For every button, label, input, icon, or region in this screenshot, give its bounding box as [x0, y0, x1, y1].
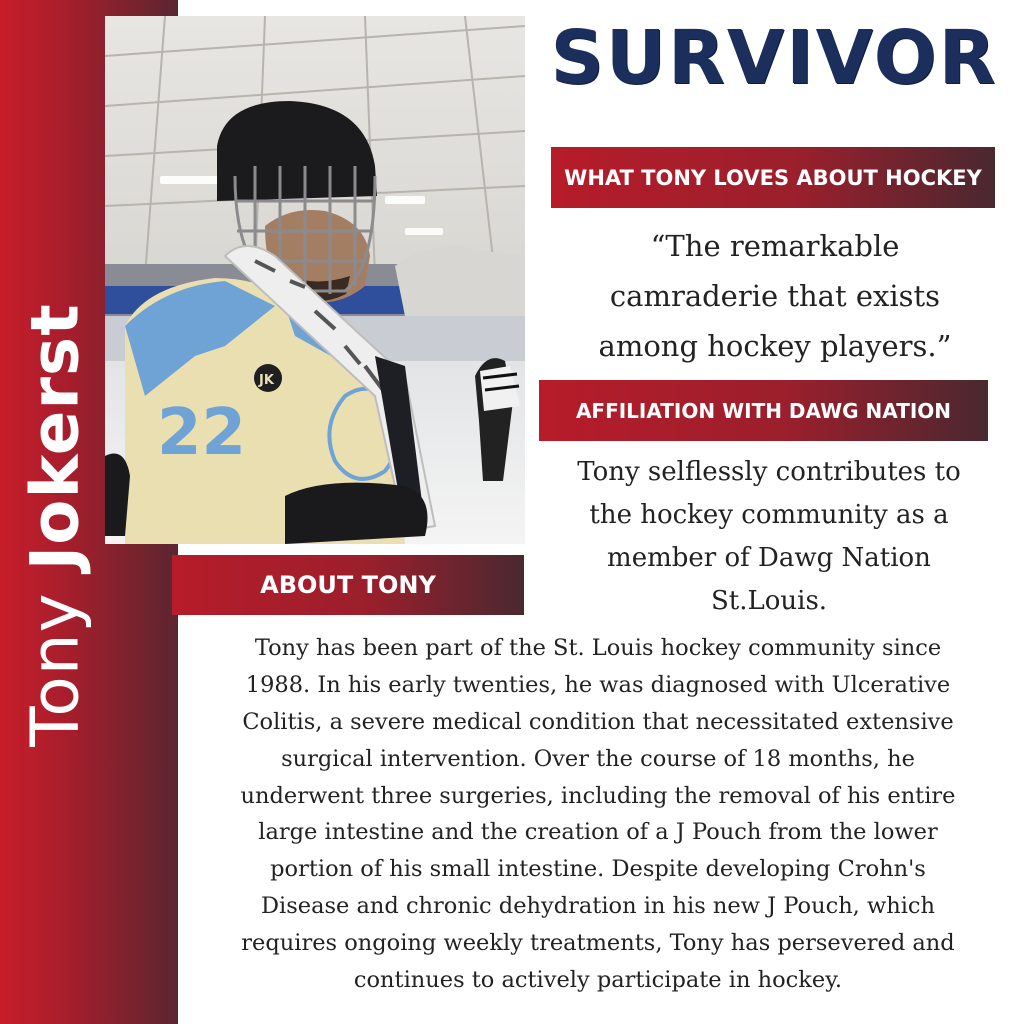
player-photo — [105, 16, 525, 544]
loves-heading: WHAT TONY LOVES ABOUT HOCKEY — [564, 165, 982, 190]
about-line: Disease and chronic dehydration in his new J Pouch, which — [260, 893, 936, 920]
about-line: surgical intervention. Over the course of 18 months, he — [281, 745, 915, 772]
affiliation-line: the hockey community as a — [589, 499, 949, 530]
player-first-name: Tony — [16, 592, 94, 747]
affiliation-line: member of Dawg Nation — [607, 542, 931, 573]
about-line: Tony has been part of the St. Louis hockey community since — [254, 635, 942, 661]
about-line: large intestine and the creation of a J Pouch from the lower — [258, 819, 938, 846]
affiliation-heading: AFFILIATION WITH DAWG NATION — [575, 398, 952, 423]
quote-line: camraderie that exists — [609, 278, 941, 313]
svg-text:JK: JK — [259, 373, 274, 388]
about-line: continues to actively participate in hockey. — [353, 967, 843, 994]
loves-heading-banner — [551, 147, 995, 208]
page-title: SURVIVOR — [550, 15, 998, 101]
affiliation-line: Tony selflessly contributes to — [577, 457, 961, 487]
affiliation-heading-banner — [539, 380, 988, 441]
quote-line: “The remarkable — [650, 229, 900, 263]
about-line: requires ongoing weekly treatments, Tony has persevered and — [241, 930, 955, 957]
about-heading-banner — [172, 555, 524, 615]
affiliation-text — [540, 451, 998, 623]
about-heading: ABOUT TONY — [260, 571, 436, 599]
quote-line: among hockey players.” — [598, 328, 952, 363]
player-last-name: Jokerst — [16, 303, 94, 571]
about-line: portion of his small intestine. Despite developing Crohn's — [270, 856, 926, 883]
loves-quote — [540, 222, 1010, 372]
about-line: underwent three surgeries, including the removal of his entire — [240, 782, 956, 809]
about-line: 1988. In his early twenties, he was diagnosed with Ulcerative — [245, 671, 951, 698]
affiliation-line: St.Louis. — [710, 585, 828, 616]
svg-text:22: 22 — [157, 396, 247, 470]
about-line: Colitis, a severe medical condition that necessitated extensive — [242, 708, 954, 735]
player-name-vertical — [0, 0, 110, 1024]
about-text — [178, 630, 1018, 999]
